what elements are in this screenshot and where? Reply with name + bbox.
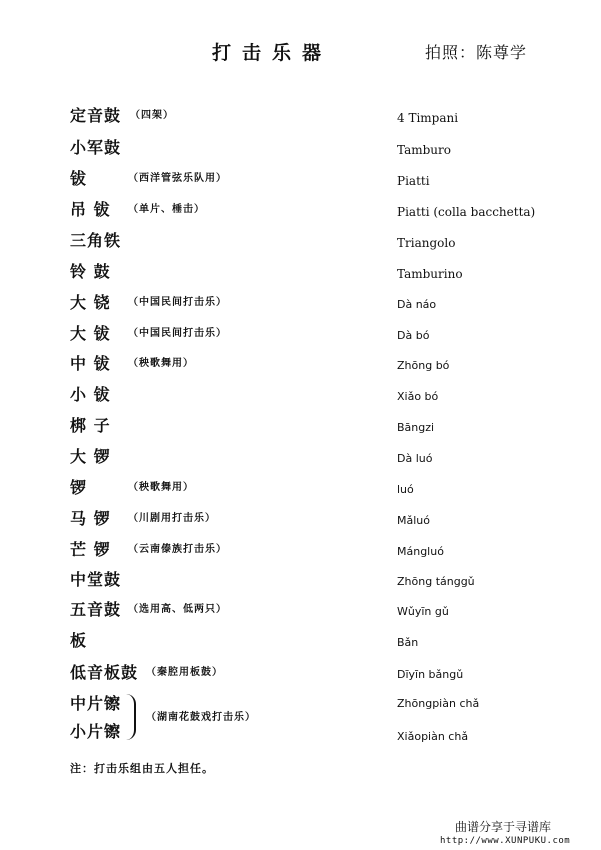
instrument-note: （西洋管弦乐队用） xyxy=(128,173,227,184)
instrument-name-en: Tamburino xyxy=(397,267,463,281)
grouping-brace xyxy=(124,694,136,740)
instrument-row xyxy=(70,568,121,592)
instrument-note: （秧歌舞用） xyxy=(128,482,194,493)
footnote: 注：打击乐组由五人担任。 xyxy=(70,762,214,775)
instrument-name-en: Dīyīn bǎngǔ xyxy=(397,668,464,681)
instrument-name-zh: 小军鼓 xyxy=(70,138,122,157)
instrument-name-zh: 大 钹 xyxy=(70,324,111,343)
instrument-row xyxy=(70,445,111,469)
instrument-name-zh: 定音鼓 xyxy=(70,106,122,125)
instrument-name-en: Bāngzi xyxy=(397,421,435,434)
watermark-url: http://www.XUNPUKU.com xyxy=(440,836,571,846)
instrument-name-en: Zhōng bó xyxy=(397,359,450,372)
instrument-name-en: Mǎluó xyxy=(397,514,430,527)
instrument-row xyxy=(70,167,227,191)
instrument-row xyxy=(70,383,111,407)
instrument-row xyxy=(70,198,205,222)
instrument-name-zh: 中 钹 xyxy=(70,354,111,373)
instrument-row xyxy=(70,104,174,128)
instrument-name-zh: 小片镲 xyxy=(70,722,122,741)
instrument-name-zh: 小 钹 xyxy=(70,385,111,404)
instrument-row xyxy=(70,291,227,315)
instrument-row xyxy=(70,414,111,438)
instrument-note: （云南傣族打击乐） xyxy=(128,544,227,555)
instrument-name-en: Triangolo xyxy=(397,236,456,250)
instrument-row xyxy=(70,260,111,284)
instrument-row xyxy=(70,661,223,685)
instrument-row xyxy=(70,538,227,562)
instrument-note: （中国民间打击乐） xyxy=(128,328,227,339)
instrument-note: （选用高、低两只） xyxy=(128,604,227,615)
instrument-name-en: Dà náo xyxy=(397,298,437,311)
instrument-name-zh: 马 锣 xyxy=(70,509,111,528)
instrument-row xyxy=(70,352,194,376)
instrument-name-zh: 中片镲 xyxy=(70,694,122,713)
instrument-name-en: Wǔyīn gǔ xyxy=(397,605,449,618)
instrument-name-en: Dà bó xyxy=(397,329,430,342)
instrument-row xyxy=(70,720,121,744)
instrument-row xyxy=(70,692,121,716)
instrument-name-zh: 钹 xyxy=(70,169,88,188)
instrument-name-zh: 大 铙 xyxy=(70,293,111,312)
instrument-name-en: Zhōngpiàn chǎ xyxy=(397,697,480,710)
instrument-name-en: Dà luó xyxy=(397,452,433,465)
instrument-name-zh: 芒 锣 xyxy=(70,540,111,559)
instrument-name-zh: 五音鼓 xyxy=(70,600,122,619)
instrument-name-zh: 板 xyxy=(70,631,88,650)
instrument-note: （川剧用打击乐） xyxy=(128,513,216,524)
page-title: 打击乐器 xyxy=(212,42,333,64)
instrument-name-en: Mángluó xyxy=(397,545,444,558)
instrument-row xyxy=(70,229,121,253)
instrument-note: （秦腔用板鼓） xyxy=(146,667,223,678)
instrument-name-zh: 梆 子 xyxy=(70,416,111,435)
instrument-row xyxy=(70,322,227,346)
photo-credit: 拍照：陈尊学 xyxy=(425,43,528,62)
group-note: （湖南花鼓戏打击乐） xyxy=(146,712,256,723)
instrument-name-zh: 低音板鼓 xyxy=(70,663,139,682)
instrument-row xyxy=(70,507,216,531)
instrument-note: （中国民间打击乐） xyxy=(128,297,227,308)
instrument-name-zh: 铃 鼓 xyxy=(70,262,111,281)
instrument-name-en: Bǎn xyxy=(397,636,419,649)
instrument-name-zh: 吊 钹 xyxy=(70,200,111,219)
instrument-name-en: 4 Timpani xyxy=(397,111,459,125)
instrument-row xyxy=(70,629,87,653)
instrument-name-zh: 锣 xyxy=(70,478,88,497)
instrument-row xyxy=(70,598,227,622)
instrument-name-en: luó xyxy=(397,483,414,496)
instrument-row xyxy=(70,476,194,500)
instrument-note: （四架） xyxy=(130,110,174,121)
instrument-row xyxy=(70,136,121,160)
instrument-note: （单片、棰击） xyxy=(128,204,205,215)
instrument-name-en: Xiǎo bó xyxy=(397,390,439,403)
instrument-name-zh: 中堂鼓 xyxy=(70,570,122,589)
watermark-text: 曲谱分享于寻谱库 xyxy=(455,820,552,834)
instrument-name-zh: 三角铁 xyxy=(70,231,122,250)
instrument-name-en: Tamburo xyxy=(397,143,451,157)
instrument-name-zh: 大 锣 xyxy=(70,447,111,466)
instrument-name-en: Piatti xyxy=(397,174,430,188)
instrument-name-en: Piatti (colla bacchetta) xyxy=(397,205,536,219)
instrument-name-en: Xiǎopiàn chǎ xyxy=(397,730,469,743)
instrument-name-en: Zhōng tánggǔ xyxy=(397,575,475,588)
instrument-note: （秧歌舞用） xyxy=(128,358,194,369)
